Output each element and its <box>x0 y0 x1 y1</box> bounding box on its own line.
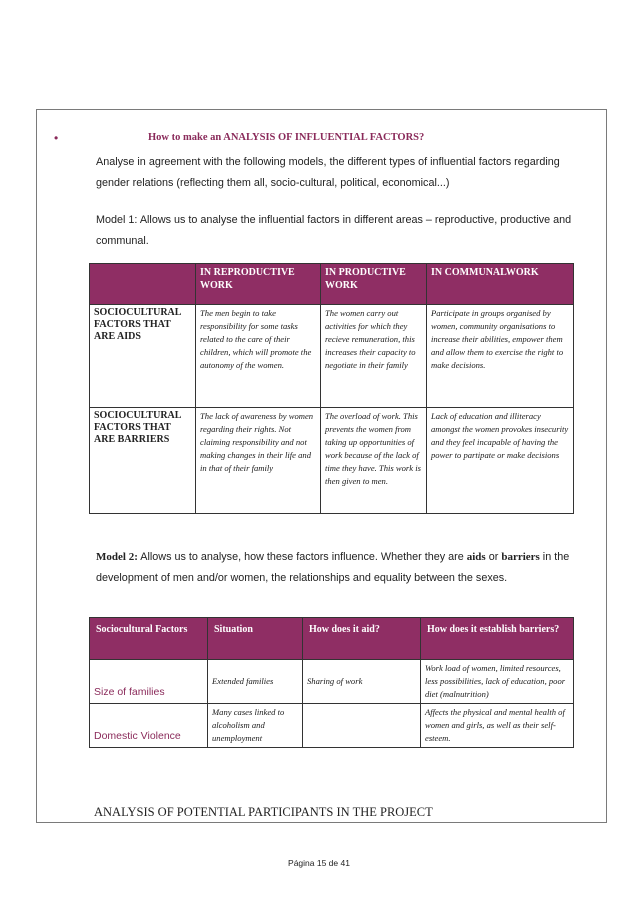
table-header-cell: IN PRODUCTIVE WORK <box>321 264 427 305</box>
table-header-cell: IN COMMUNALWORK <box>427 264 574 305</box>
table-cell: Affects the physical and mental health of women and girls, as well as their self-esteem. <box>421 704 574 748</box>
table-cell: Participate in groups organised by women, community organisations to increase their abilities, empower them and allow them to exercise the right to make decisions. <box>427 305 574 408</box>
table-header-cell: Sociocultural Factors <box>90 618 208 660</box>
table-row <box>90 704 574 748</box>
model2-aids: aids <box>466 551 486 563</box>
model2-text: in the development of men and/or women, the relationships and equality between the sexes. <box>96 551 570 584</box>
table-row <box>90 305 574 408</box>
table-header-cell: How does it establish barriers? <box>421 618 574 660</box>
table-cell: Extended families <box>208 660 303 704</box>
table-cell: Work load of women, limited resources, less possibilities, lack of education, poor diet (malnutrition) <box>421 660 574 704</box>
bullet-icon: • <box>54 131 59 145</box>
table-header-row <box>90 618 574 660</box>
table-header-cell: Situation <box>208 618 303 660</box>
model2-barriers: barriers <box>501 551 540 563</box>
section-heading <box>54 131 594 147</box>
table-row <box>90 408 574 514</box>
table-cell <box>303 704 421 748</box>
model1-table <box>89 263 574 514</box>
model2-lead: Model 2: <box>96 551 138 563</box>
section-title: ANALYSIS OF POTENTIAL PARTICIPANTS IN THE PROJECT <box>94 805 433 819</box>
model1-paragraph: Model 1: Allows us to analyse the influential factors in different areas – reproductive, productive and communal. <box>96 214 572 247</box>
row-label: SOCIOCULTURAL FACTORS THAT ARE AIDS <box>90 305 196 408</box>
table-header-cell: IN REPRODUCTIVE WORK <box>196 264 321 305</box>
model2-paragraph <box>96 547 586 589</box>
table-row <box>90 660 574 704</box>
table-header-cell <box>90 264 196 305</box>
table-cell: Many cases linked to alcoholism and unemployment <box>208 704 303 748</box>
model2-text: Allows us to analyse, how these factors influence. Whether they are <box>137 551 467 563</box>
table-cell: The women carry out activities for which they recieve remuneration, this increases their capacity to negotiate in their family <box>321 305 427 408</box>
table-cell: The overload of work. This prevents the women from taking up opportunities of work because of the lack of time they have. This work is then given to men. <box>321 408 427 514</box>
intro-paragraph: Analyse in agreement with the following models, the different types of influential factors regarding gender relations (reflecting them all, socio-cultural, political, economical...) <box>96 156 560 189</box>
table-header-row <box>90 264 574 305</box>
table-cell: The lack of awareness by women regarding their rights. Not claiming responsibility and not making changes in their life and in that of their family <box>196 408 321 514</box>
table-cell: Sharing of work <box>303 660 421 704</box>
factor-cell: Domestic Violence <box>90 704 208 748</box>
row-label: SOCIOCULTURAL FACTORS THAT ARE BARRIERS <box>90 408 196 514</box>
page-footer: Página 15 de 41 <box>288 858 350 868</box>
model2-text: or <box>485 551 502 563</box>
table-cell: The men begin to take responsibility for some tasks related to the care of their children, which will promote the autonomy of the women. <box>196 305 321 408</box>
heading-text: How to make an ANALYSIS OF INFLUENTIAL FACTORS? <box>148 132 425 143</box>
factor-cell: Size of families <box>90 660 208 704</box>
model2-table <box>89 617 574 748</box>
table-header-cell: How does it aid? <box>303 618 421 660</box>
table-cell: Lack of education and illiteracy amongst the women provokes insecurity and they feel incapable of having the power to partipate or make decisions <box>427 408 574 514</box>
